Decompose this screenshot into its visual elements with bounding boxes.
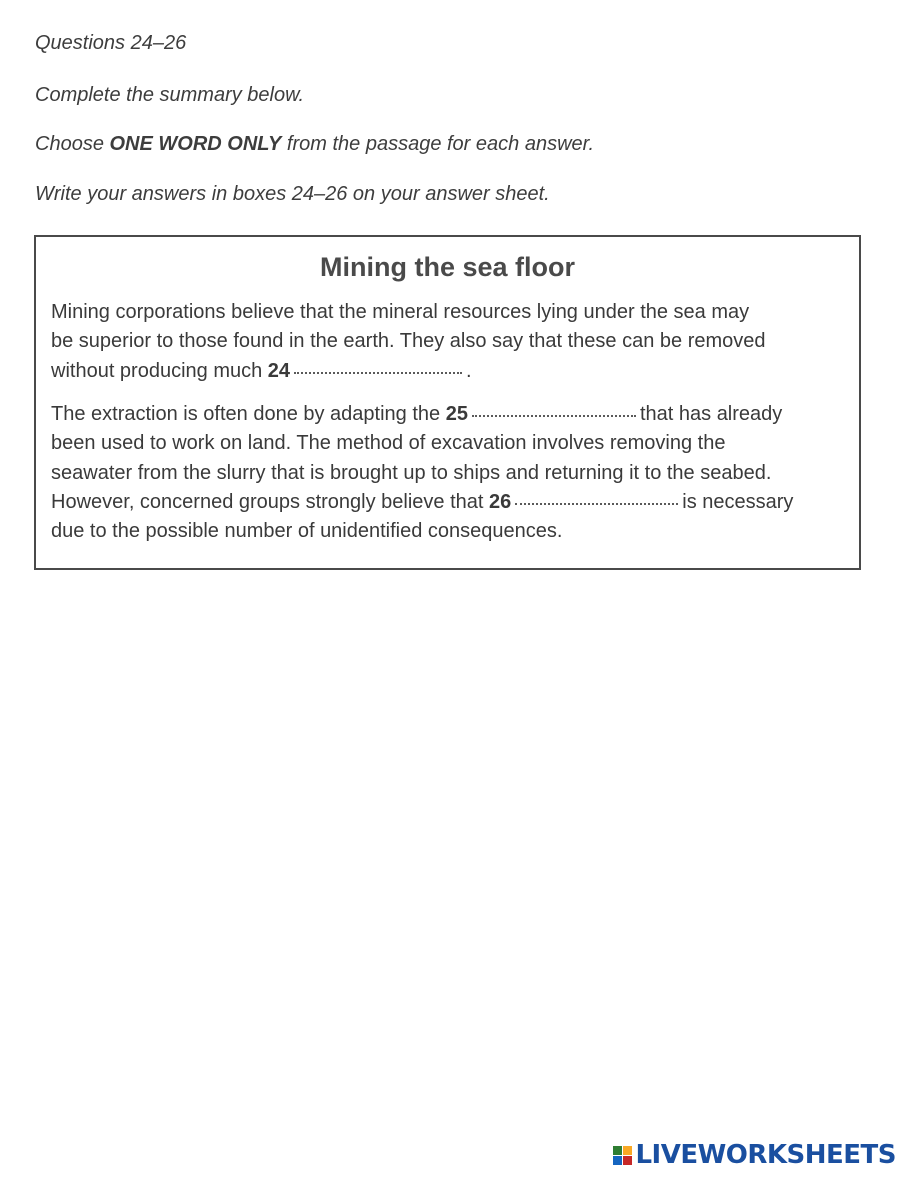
summary-p2-line3: seawater from the slurry that is brought up to ships and returning it to the seabed. <box>51 461 772 484</box>
summary-p1-line3 <box>51 357 841 386</box>
summary-box <box>34 235 861 570</box>
summary-p2-line4 <box>51 488 841 517</box>
answer-blank-25[interactable] <box>472 415 636 417</box>
summary-paragraph-1 <box>51 298 841 386</box>
summary-p1-line2: be superior to those found in the earth. They also say that these can be removed <box>51 330 766 353</box>
questions-heading: Questions 24–26 <box>35 32 187 54</box>
instruction-write-answers: Write your answers in boxes 24–26 on your answer sheet. <box>35 183 550 205</box>
summary-title: Mining the sea floor <box>319 252 575 282</box>
summary-p1-line3-post: . <box>466 359 472 382</box>
summary-p2-line1 <box>51 400 841 429</box>
instruction-choose-post: from the passage for each answer. <box>281 133 595 155</box>
liveworksheets-logo-text: LIVEWORKSHEETS <box>635 1140 896 1170</box>
summary-p2-line1-pre: The extraction is often done by adapting the <box>51 403 446 425</box>
question-number-26: 26 <box>489 490 512 513</box>
summary-p2-line5: due to the possible number of unidentified consequences. <box>51 520 563 543</box>
liveworksheets-logo-icon <box>613 1146 632 1165</box>
question-number-24: 24 <box>267 359 291 382</box>
summary-p1-line3-pre: without producing much <box>51 359 268 382</box>
summary-p1-line1: Mining corporations believe that the mineral resources lying under the sea may <box>51 301 750 323</box>
logo-square-2 <box>623 1146 632 1155</box>
instruction-choose-word <box>35 133 594 156</box>
logo-square-3 <box>613 1156 622 1165</box>
liveworksheets-logo <box>613 1140 896 1170</box>
summary-p2-line2: been used to work on land. The method of excavation involves removing the <box>51 432 726 455</box>
answer-blank-24[interactable] <box>294 372 462 374</box>
summary-paragraph-2 <box>51 400 841 546</box>
logo-square-1 <box>613 1146 622 1155</box>
summary-p2-line1-post: that has already <box>639 403 783 425</box>
logo-square-4 <box>623 1156 632 1165</box>
summary-p2-line4-pre: However, concerned groups strongly believe that <box>51 490 490 513</box>
summary-p2-line4-post: is necessary <box>682 490 794 513</box>
instruction-complete-summary: Complete the summary below. <box>35 84 305 106</box>
question-number-25: 25 <box>445 403 468 425</box>
instruction-one-word-only: ONE WORD ONLY <box>109 133 282 155</box>
answer-blank-26[interactable] <box>515 503 678 505</box>
instruction-choose-pre: Choose <box>35 133 110 155</box>
